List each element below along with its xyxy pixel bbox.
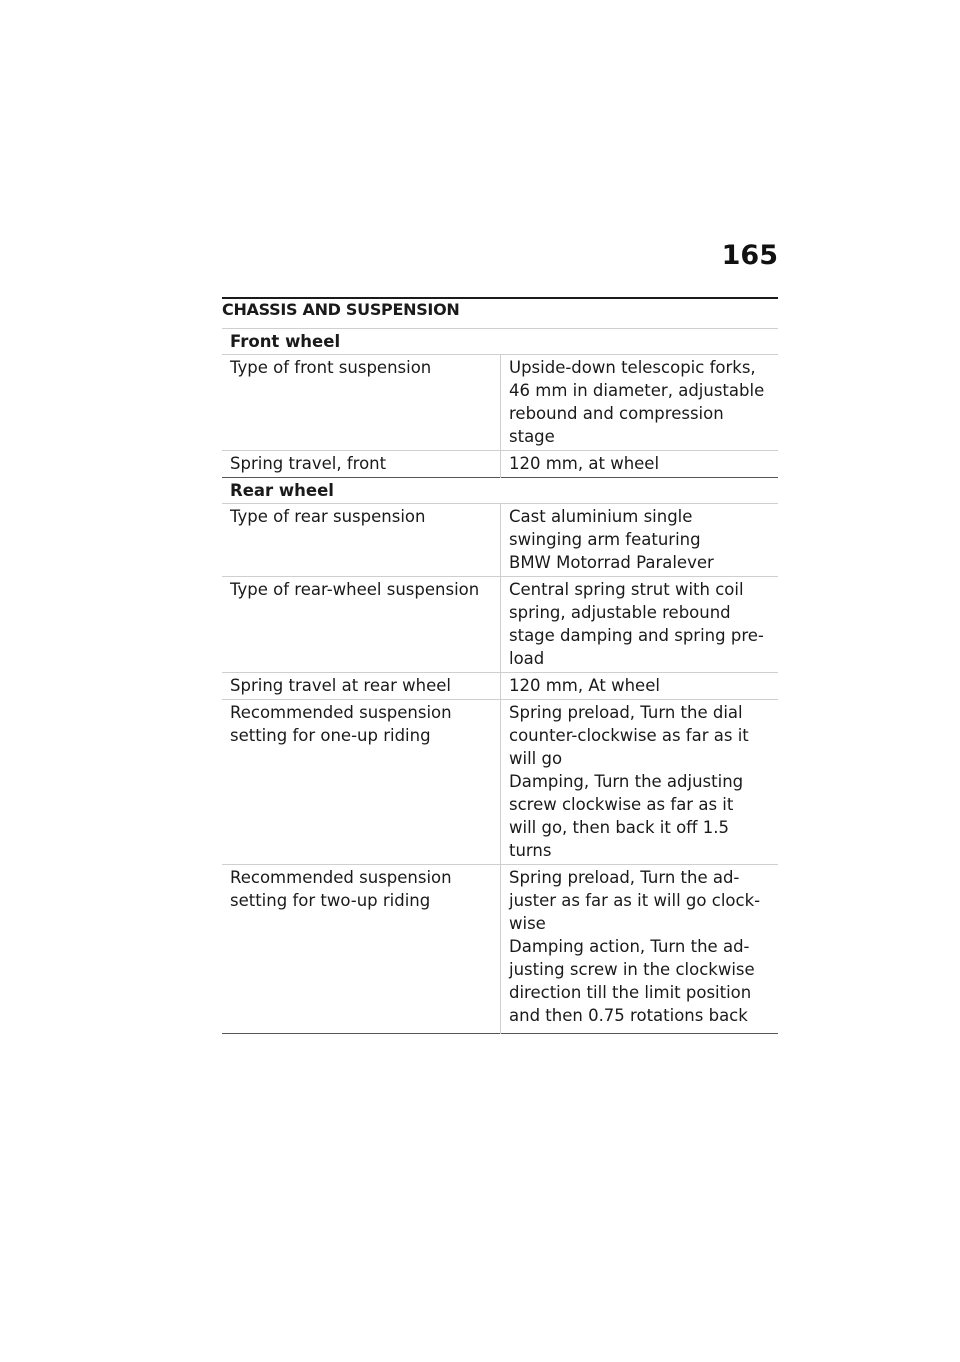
value-line: Cast aluminium single <box>509 507 693 526</box>
row-value <box>501 577 779 673</box>
row-value <box>501 451 779 478</box>
table-row <box>222 451 778 478</box>
row-label: Recommended suspension setting for one-up riding <box>230 703 452 745</box>
value-line: turns <box>509 841 552 860</box>
row-label: Type of rear suspension <box>230 507 426 526</box>
section-title: CHASSIS AND SUSPENSION <box>222 297 778 321</box>
value-line: wise <box>509 914 546 933</box>
group-heading-row <box>222 478 778 504</box>
group-heading: Front wheel <box>230 332 341 351</box>
row-value <box>501 504 779 577</box>
row-label: Type of front suspension <box>230 358 432 377</box>
spec-table <box>222 328 778 1034</box>
value-line: Central spring strut with coil <box>509 580 744 599</box>
table-row <box>222 577 778 673</box>
table-row <box>222 700 778 865</box>
table-row <box>222 865 778 1034</box>
value-line: Damping, Turn the adjusting <box>509 772 744 791</box>
value-line: screw clockwise as far as it <box>509 795 734 814</box>
value-line: counter-clockwise as far as it <box>509 726 749 745</box>
value-line: justing screw in the clockwise <box>509 960 755 979</box>
row-label: Spring travel, front <box>230 454 387 473</box>
value-line: BMW Motorrad Paralever <box>509 553 714 572</box>
row-label: Spring travel at rear wheel <box>230 676 451 695</box>
value-line: 46 mm in diameter, adjustable <box>509 381 765 400</box>
value-line: stage <box>509 427 555 446</box>
value-line: stage damping and spring pre- <box>509 626 764 645</box>
value-line: 120 mm, At wheel <box>509 676 660 695</box>
row-label: Recommended suspension setting for two-up riding <box>230 868 452 910</box>
value-line: Spring preload, Turn the dial <box>509 703 743 722</box>
group-heading: Rear wheel <box>230 481 334 500</box>
row-value <box>501 355 779 451</box>
value-line: rebound and compression <box>509 404 724 423</box>
page-number: 165 <box>721 240 778 271</box>
value-line: juster as far as it will go clock- <box>509 891 761 910</box>
table-row <box>222 504 778 577</box>
value-line: Upside-down telescopic forks, <box>509 358 756 377</box>
value-line: spring, adjustable rebound <box>509 603 731 622</box>
row-value <box>501 673 779 700</box>
value-line: direction till the limit position <box>509 983 752 1002</box>
value-line: will go, then back it off 1.5 <box>509 818 730 837</box>
row-value <box>501 700 779 865</box>
value-line: Spring preload, Turn the ad- <box>509 868 740 887</box>
value-line: will go <box>509 749 563 768</box>
value-line: 120 mm, at wheel <box>509 454 660 473</box>
table-row <box>222 355 778 451</box>
group-heading-row <box>222 329 778 355</box>
row-value <box>501 865 779 1034</box>
row-label: Type of rear-wheel suspension <box>230 580 480 599</box>
value-line: load <box>509 649 545 668</box>
value-line: and then 0.75 rotations back <box>509 1006 748 1025</box>
value-line: Damping action, Turn the ad- <box>509 937 750 956</box>
value-line: swinging arm featuring <box>509 530 701 549</box>
table-row <box>222 673 778 700</box>
